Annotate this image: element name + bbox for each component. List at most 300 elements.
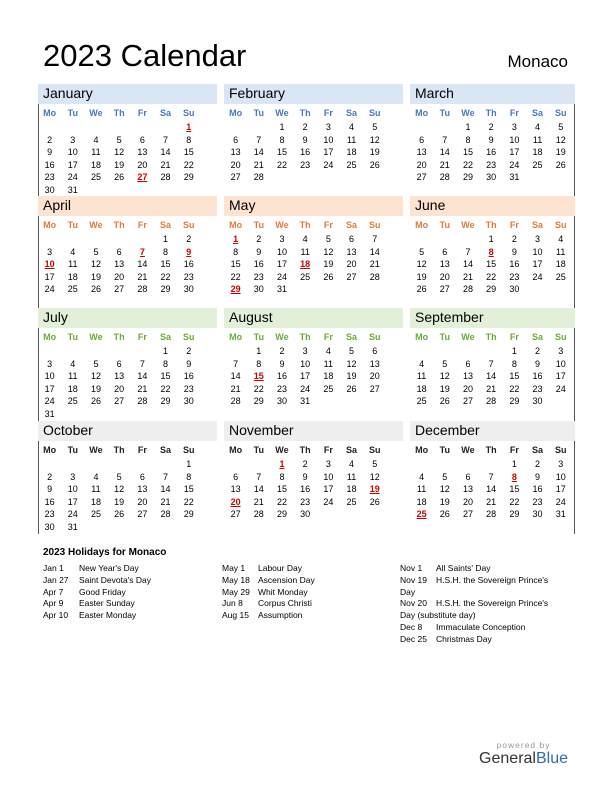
weekday-label: Mo [43, 108, 57, 118]
month-header [38, 84, 217, 104]
empty-day-cell [108, 521, 131, 534]
day-cell: 17 [67, 496, 78, 507]
day-cell: 15 [183, 147, 194, 158]
weekday-label: We [461, 332, 475, 342]
day-cell: 3 [47, 246, 53, 257]
day-cell: 16 [300, 484, 311, 495]
holidays-column [222, 563, 315, 622]
weekday-label: Mo [415, 332, 429, 342]
day-cell: 16 [44, 496, 55, 507]
empty-day-cell [84, 233, 107, 246]
day-cell: 27 [462, 509, 473, 520]
weekday-label: Th [113, 108, 125, 118]
day-cell: 5 [93, 246, 99, 257]
weekday-header [38, 329, 217, 345]
month-august [224, 308, 403, 420]
week-row [38, 146, 217, 159]
weekday-label: Th [485, 220, 497, 230]
day-cell: 14 [462, 259, 473, 270]
empty-day-cell [131, 121, 154, 134]
day-cell: 14 [253, 484, 264, 495]
week-row [410, 271, 575, 284]
day-cell: 25 [90, 172, 101, 183]
empty-day-cell [61, 121, 84, 134]
week-row [410, 233, 575, 246]
empty-day-cell [38, 121, 61, 134]
day-cell: 16 [44, 159, 55, 170]
day-cell: 30 [44, 184, 55, 195]
page-title: 2023 Calendar [43, 38, 247, 73]
day-cell: 9 [256, 246, 262, 257]
day-cell: 28 [160, 509, 171, 520]
day-cell: 5 [349, 346, 355, 356]
empty-day-cell [131, 345, 154, 358]
day-cell: 12 [114, 484, 125, 495]
holiday-date: Dec 25 [400, 633, 427, 644]
day-cell: 21 [369, 259, 380, 270]
month-december [410, 421, 575, 533]
day-cell: 18 [346, 484, 357, 495]
day-cell: 6 [116, 246, 122, 257]
day-cell: 15 [230, 259, 241, 270]
week-row [410, 370, 575, 383]
holiday-name: Good Friday [79, 586, 126, 597]
week-row [38, 358, 217, 371]
holiday-name: New Year's Day [79, 563, 139, 573]
weekday-label: Su [554, 445, 567, 455]
empty-day-cell [456, 345, 479, 358]
day-cell: 3 [325, 459, 331, 469]
empty-day-cell [294, 283, 317, 296]
day-cell: 24 [44, 396, 55, 407]
day-cell: 23 [532, 496, 543, 507]
day-cell: 12 [90, 259, 101, 270]
empty-day-cell [224, 458, 247, 471]
day-cell: 16 [183, 259, 194, 270]
day-cell: 7 [256, 134, 262, 145]
day-cell: 25 [532, 159, 543, 170]
empty-day-cell [108, 121, 131, 134]
day-cell: 13 [462, 371, 473, 382]
weekday-label: Mo [415, 220, 429, 230]
day-cell: 10 [300, 358, 311, 369]
week-row [38, 345, 217, 358]
day-cell: 25 [90, 509, 101, 520]
empty-day-cell [154, 408, 177, 421]
day-cell: 11 [91, 484, 101, 495]
day-cell: 12 [369, 134, 380, 145]
day-cell: 20 [137, 496, 148, 507]
day-cell: 30 [300, 509, 311, 520]
weekday-label: Tu [67, 445, 78, 455]
day-cell: 12 [439, 484, 450, 495]
weekday-label: Fr [509, 332, 519, 342]
day-cell: 18 [323, 371, 334, 382]
day-cell: 4 [419, 358, 425, 369]
day-cell: 3 [279, 234, 285, 244]
day-cell: 21 [137, 383, 148, 394]
empty-day-cell [38, 233, 61, 246]
day-cell: 10 [276, 246, 287, 257]
weekday-header [224, 217, 403, 233]
day-cell: 19 [90, 383, 101, 394]
powered-by-text: powered by [496, 740, 551, 750]
day-cell: 14 [486, 484, 497, 495]
day-cell: 25 [323, 383, 334, 394]
day-cell: 23 [300, 496, 311, 507]
week-row [38, 383, 217, 396]
week-row [38, 233, 217, 246]
month-name: November [229, 422, 294, 438]
week-row [410, 483, 575, 496]
weekday-label: Mo [43, 332, 57, 342]
day-cell: 21 [486, 383, 497, 394]
weekday-label: Tu [67, 332, 78, 342]
week-row [224, 370, 403, 383]
week-row [38, 496, 217, 509]
day-cell: 4 [535, 122, 541, 132]
day-cell: 24 [44, 284, 55, 295]
day-cell: 13 [462, 484, 473, 495]
empty-day-cell [154, 121, 177, 134]
month-june [410, 196, 575, 308]
weekday-label: Su [554, 220, 567, 230]
day-cell: 9 [511, 246, 517, 257]
week-row [38, 134, 217, 147]
holiday-date: May 1 [222, 563, 246, 573]
empty-day-cell [340, 508, 363, 521]
day-cell: 19 [369, 147, 380, 158]
month-may [224, 196, 403, 308]
week-row [410, 121, 575, 134]
day-cell: 5 [558, 122, 564, 132]
empty-day-cell [410, 121, 433, 134]
day-cell: 17 [532, 259, 543, 270]
day-cell: 31 [555, 509, 566, 520]
holiday-entry [222, 575, 315, 587]
day-cell: 29 [183, 509, 194, 520]
empty-day-cell [84, 408, 107, 421]
month-name: January [43, 85, 93, 101]
month-october [38, 421, 217, 533]
day-cell: 28 [230, 396, 241, 407]
day-cell: 20 [462, 383, 473, 394]
day-cell: 11 [323, 358, 334, 369]
day-cell: 27 [230, 509, 241, 520]
day-cell: 25 [346, 496, 357, 507]
day-cell: 27 [462, 396, 473, 407]
empty-day-cell [526, 171, 549, 184]
holiday-entry [43, 610, 151, 622]
weekday-label: Sa [532, 220, 544, 230]
day-cell: 5 [442, 358, 448, 369]
day-cell: 12 [346, 358, 357, 369]
week-row [410, 146, 575, 159]
day-cell: 2 [47, 134, 53, 145]
empty-day-cell [131, 458, 154, 471]
day-cell: 1 [186, 459, 192, 469]
day-cell: 31 [276, 284, 287, 295]
day-cell: 17 [323, 147, 334, 158]
empty-day-cell [108, 408, 131, 421]
empty-day-cell [38, 345, 61, 358]
month-name: September [415, 309, 484, 325]
weekday-label: Mo [229, 220, 243, 230]
weekday-label: Tu [439, 108, 450, 118]
holiday-date: Dec 8 [400, 621, 423, 632]
empty-day-cell [549, 395, 572, 408]
day-cell: 19 [439, 383, 450, 394]
weekday-label: Fr [509, 108, 519, 118]
weekday-label: Fr [323, 445, 333, 455]
holidays-title: 2023 Holidays for Monaco [43, 547, 167, 558]
empty-day-cell [61, 408, 84, 421]
day-cell: 22 [486, 271, 497, 282]
empty-day-cell [177, 184, 200, 197]
calendar-grid [38, 84, 575, 534]
weekday-label: We [89, 220, 103, 230]
day-cell: 18 [416, 496, 427, 507]
weekday-label: Mo [415, 108, 429, 118]
week-row [410, 496, 575, 509]
day-cell: 23 [183, 271, 194, 282]
day-cell: 7 [372, 234, 378, 244]
weekday-label: Tu [67, 108, 78, 118]
day-cell: 17 [67, 159, 78, 170]
empty-day-cell [224, 121, 247, 134]
weekday-label: Fr [137, 445, 147, 455]
holiday-entry [400, 563, 575, 575]
empty-day-cell [433, 233, 456, 246]
day-cell: 24 [555, 496, 566, 507]
weekday-label: Tu [253, 445, 264, 455]
week-row [224, 134, 403, 147]
day-cell: 30 [532, 509, 543, 520]
empty-day-cell [131, 184, 154, 197]
day-cell: 14 [253, 147, 264, 158]
empty-day-cell [294, 171, 317, 184]
empty-day-cell [317, 395, 340, 408]
day-cell: 23 [486, 159, 497, 170]
day-cell: 17 [323, 484, 334, 495]
day-cell: 13 [114, 371, 125, 382]
empty-day-cell [84, 121, 107, 134]
week-row [224, 345, 403, 358]
weekday-label: Th [299, 108, 311, 118]
day-cell: 4 [302, 234, 308, 244]
day-cell: 19 [114, 159, 125, 170]
day-cell: 5 [116, 134, 122, 145]
day-cell: 27 [114, 284, 125, 295]
day-cell: 3 [535, 234, 541, 244]
day-cell: 26 [90, 396, 101, 407]
country-label: Monaco [507, 52, 568, 71]
day-cell: 4 [93, 471, 99, 482]
weekday-label: We [89, 332, 103, 342]
day-cell: 22 [160, 383, 171, 394]
day-cell: 27 [439, 284, 450, 295]
day-cell: 8 [163, 358, 169, 369]
day-cell: 17 [555, 484, 566, 495]
day-cell: 6 [233, 134, 239, 145]
weekday-label: Mo [43, 445, 57, 455]
weekday-header [224, 442, 403, 458]
empty-day-cell [247, 121, 270, 134]
day-cell: 9 [279, 358, 285, 369]
day-cell: 29 [160, 396, 171, 407]
day-cell: 25 [346, 159, 357, 170]
day-cell: 29 [509, 396, 520, 407]
day-cell: 22 [253, 383, 264, 394]
day-cell: 1 [511, 346, 517, 356]
holiday-entry [400, 622, 575, 634]
weekday-label: Su [554, 108, 567, 118]
weekday-label: Tu [67, 220, 78, 230]
day-cell: 4 [349, 459, 355, 469]
month-name: December [415, 422, 480, 438]
day-cell: 22 [276, 496, 287, 507]
week-row [410, 171, 575, 184]
empty-day-cell [433, 121, 456, 134]
weekday-label: Fr [509, 220, 519, 230]
weekday-label: Tu [439, 332, 450, 342]
holiday-entry [400, 634, 575, 646]
day-cell: 15 [509, 484, 520, 495]
empty-day-cell [410, 233, 433, 246]
day-cell: 24 [532, 271, 543, 282]
day-cell: 23 [532, 383, 543, 394]
day-cell: 31 [67, 521, 78, 532]
day-cell: 28 [253, 172, 264, 183]
day-cell: 20 [137, 159, 148, 170]
month-april [38, 196, 217, 308]
day-cell: 6 [419, 134, 425, 145]
empty-day-cell [108, 458, 131, 471]
holiday-entry [400, 610, 575, 622]
week-row [224, 146, 403, 159]
holiday-day-cell: 1 [186, 122, 192, 132]
day-cell: 9 [186, 358, 192, 369]
day-cell: 3 [70, 134, 76, 145]
day-cell: 15 [183, 484, 194, 495]
week-row [224, 246, 403, 259]
day-cell: 8 [233, 246, 239, 257]
day-cell: 29 [276, 509, 287, 520]
day-cell: 5 [372, 459, 378, 469]
day-cell: 18 [532, 147, 543, 158]
day-cell: 18 [416, 383, 427, 394]
day-cell: 16 [300, 147, 311, 158]
empty-day-cell [456, 458, 479, 471]
month-march [410, 84, 575, 196]
day-cell: 26 [114, 509, 125, 520]
day-cell: 25 [67, 396, 78, 407]
day-cell: 2 [302, 122, 308, 132]
holiday-name: Easter Sunday [79, 598, 135, 609]
day-cell: 29 [253, 396, 264, 407]
day-cell: 26 [439, 396, 450, 407]
weekday-label: Su [368, 220, 381, 230]
week-row [38, 521, 217, 534]
week-row [224, 258, 403, 271]
holiday-date: May 18 [222, 574, 250, 585]
week-row [410, 471, 575, 484]
weekday-label: Su [368, 108, 381, 118]
day-cell: 4 [558, 234, 564, 244]
day-cell: 15 [462, 147, 473, 158]
day-cell: 23 [253, 271, 264, 282]
month-name: May [229, 197, 256, 213]
weekday-label: Mo [229, 108, 243, 118]
day-cell: 29 [486, 284, 497, 295]
weekday-label: Th [113, 445, 125, 455]
weekday-label: Mo [229, 332, 243, 342]
day-cell: 20 [346, 259, 357, 270]
weekday-label: Mo [229, 445, 243, 455]
day-cell: 6 [465, 358, 471, 369]
day-cell: 21 [253, 496, 264, 507]
day-cell: 10 [67, 147, 78, 158]
week-row [38, 171, 217, 184]
day-cell: 29 [183, 172, 194, 183]
day-cell: 11 [556, 246, 566, 257]
day-cell: 28 [462, 284, 473, 295]
day-cell: 31 [44, 408, 55, 419]
holiday-date: Apr 10 [43, 610, 69, 621]
holiday-day-cell: 27 [137, 172, 148, 183]
day-cell: 24 [509, 159, 520, 170]
empty-day-cell [363, 395, 386, 408]
weekday-header [410, 442, 575, 458]
week-row [224, 283, 403, 296]
day-cell: 13 [346, 246, 357, 257]
week-row [224, 271, 403, 284]
empty-day-cell [340, 395, 363, 408]
day-cell: 25 [67, 284, 78, 295]
day-cell: 31 [509, 172, 520, 183]
week-row [38, 508, 217, 521]
weekday-label: Fr [137, 108, 147, 118]
day-cell: 19 [346, 371, 357, 382]
day-cell: 20 [114, 271, 125, 282]
day-cell: 1 [488, 234, 494, 244]
day-cell: 18 [90, 496, 101, 507]
day-cell: 6 [139, 471, 145, 482]
day-cell: 1 [163, 234, 169, 244]
day-cell: 24 [323, 496, 334, 507]
day-cell: 17 [44, 271, 55, 282]
month-february [224, 84, 403, 196]
week-row [38, 258, 217, 271]
day-cell: 17 [509, 147, 520, 158]
day-cell: 9 [302, 471, 308, 482]
day-cell: 22 [183, 496, 194, 507]
day-cell: 9 [302, 134, 308, 145]
day-cell: 9 [535, 358, 541, 369]
day-cell: 6 [116, 358, 122, 369]
holiday-day-cell: 15 [253, 371, 264, 382]
month-header [38, 196, 217, 216]
day-cell: 22 [183, 159, 194, 170]
day-cell: 12 [555, 134, 566, 145]
day-cell: 21 [160, 159, 171, 170]
day-cell: 5 [93, 358, 99, 369]
weekday-label: Th [485, 445, 497, 455]
weekday-label: Sa [532, 332, 544, 342]
day-cell: 18 [346, 147, 357, 158]
week-row [224, 395, 403, 408]
day-cell: 30 [486, 172, 497, 183]
